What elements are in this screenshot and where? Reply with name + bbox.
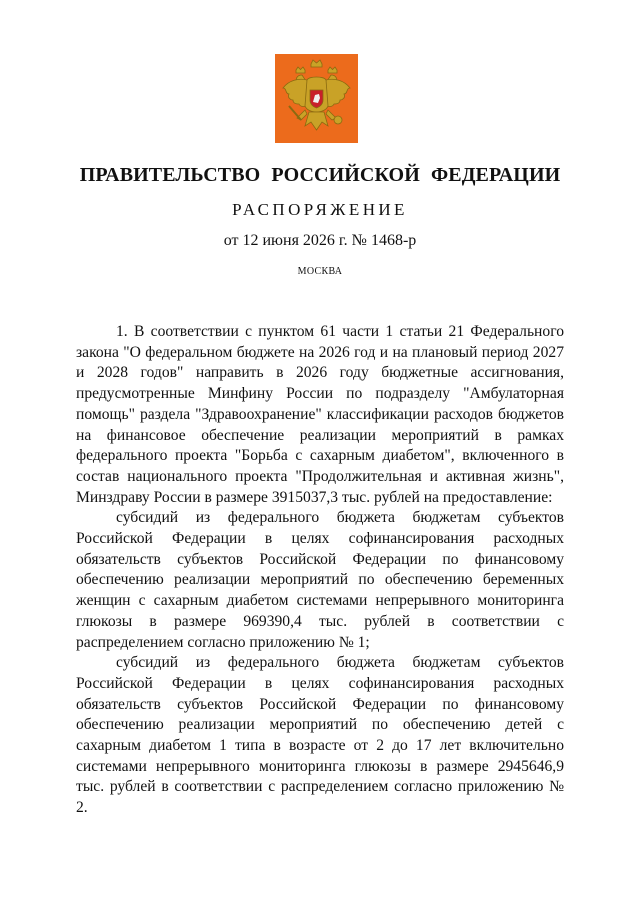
document-city: МОСКВА xyxy=(297,266,343,277)
paragraph-1: 1. В соответствии с пунктом 61 части 1 статьи 21 Федерального закона "О федеральном бюджете на 2026 год и на плановый период 2027 и 2028 годов" направить в 2026 году бюджетные ассигнования, предусмотренные Минфину России по подразделу "Амбулаторная помощь" раздела "Здравоохранение" классификации расходов бюджетов на финансовое обеспечение реализации мероприятий в рамках федерального проекта "Борьба с сахарным диабетом", включенного в состав национального проекта "Продолжительная и активная жизнь", Минздраву России в размере 3915037,3 тыс. рублей на предоставление: xyxy=(76,323,564,506)
coat-of-arms-icon xyxy=(275,54,358,143)
government-title: ПРАВИТЕЛЬСТВО РОССИЙСКОЙ ФЕДЕРАЦИИ xyxy=(79,164,561,186)
double-headed-eagle-icon xyxy=(275,54,358,143)
paragraph-2: субсидий из федерального бюджета бюджетам субъектов Российской Федерации в целях софинансирования расходных обязательств субъектов Российской Федерации по финансовому обеспечению реализации мероприятий по обеспечению беременных женщин с сахарным диабетом системами непрерывного мониторинга глюкозы в размере 969390,4 тыс. рублей в соответствии с распределением согласно приложению № 1; xyxy=(76,509,564,651)
document-body xyxy=(76,322,564,819)
paragraph-3: субсидий из федерального бюджета бюджетам субъектов Российской Федерации в целях софинансирования расходных обязательств субъектов Российской Федерации по финансовому обеспечению реализации мероприятий по обеспечению детей с сахарным диабетом 1 типа в возрасте от 2 до 17 лет включительно системами непрерывного мониторинга глюкозы в размере 2945646,9 тыс. рублей в соответствии с распределением согласно приложению № 2. xyxy=(76,654,564,817)
document-type: РАСПОРЯЖЕНИЕ xyxy=(232,200,408,219)
document-date-number: от 12 июня 2026 г. № 1468-р xyxy=(223,232,417,249)
